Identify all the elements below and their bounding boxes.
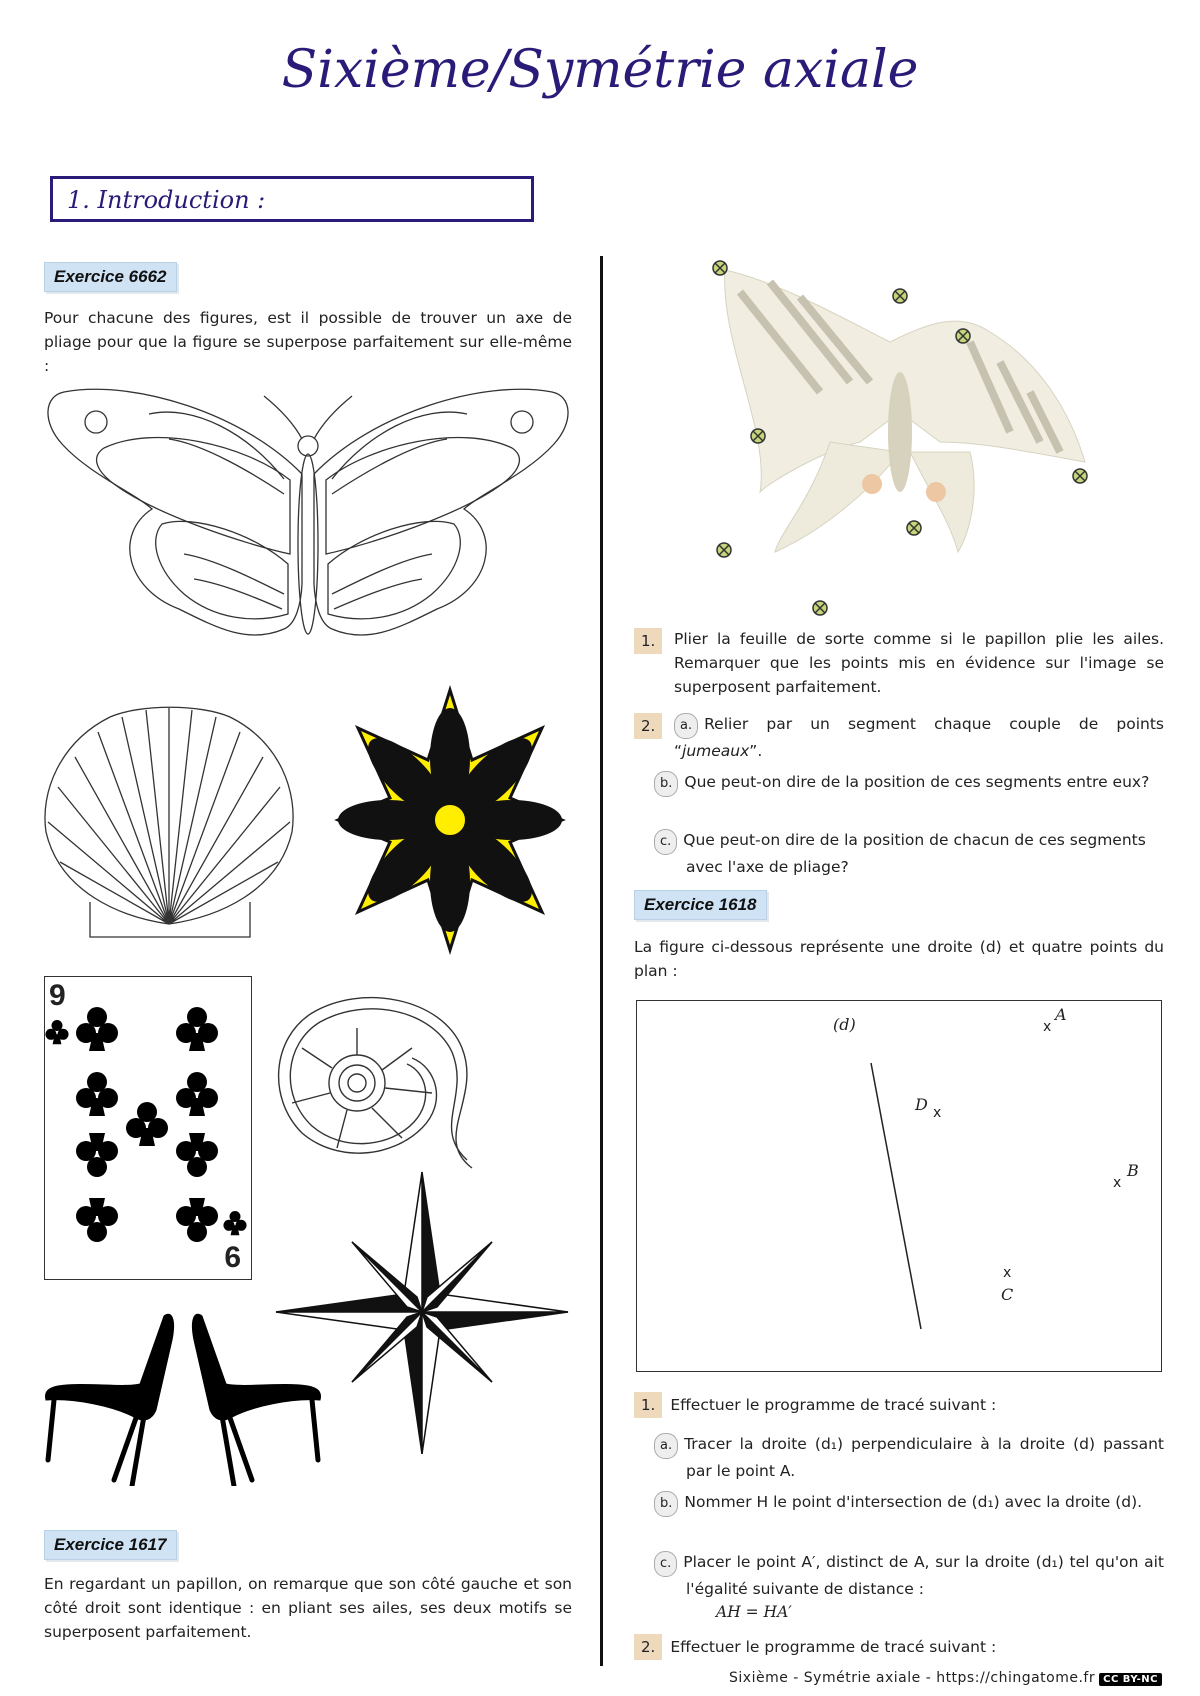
question-number: 1.	[634, 1392, 662, 1418]
column-divider	[600, 256, 603, 1666]
point-c-label: C	[1001, 1285, 1014, 1304]
exercise-1617-text: En regardant un papillon, on remarque que son côté gauche et son côté droit sont identique : en pliant ses ailes, ses deux motifs se superposent parfaitement.	[44, 1575, 572, 1641]
section-title: 1. Introduction :	[67, 186, 266, 214]
exercise-1618-text: La figure ci-dessous représente une droite (d) et quatre points du plan :	[634, 938, 1164, 980]
subquestion-text: Que peut-on dire de la position de chacun de ces segments avec l'axe de pliage?	[683, 831, 1146, 876]
point-b-marker: x	[1113, 1175, 1122, 1191]
footer-text: Sixième - Symétrie axiale - https://chingatome.fr	[729, 1670, 1096, 1686]
point-d-marker: x	[933, 1105, 942, 1121]
subquestion-tag: c.	[654, 1551, 677, 1577]
subquestion-tag: b.	[654, 1491, 678, 1517]
line-d-label: (d)	[833, 1015, 856, 1034]
section-header	[50, 176, 534, 222]
ex1618-qc	[654, 1550, 1164, 1601]
card-rank-bottom: 6	[224, 1241, 241, 1274]
question-number: 2.	[634, 713, 662, 739]
subquestion-text: Tracer la droite (d₁) perpendiculaire à la droite (d) passant par le point A.	[684, 1435, 1164, 1480]
ex1618-qa	[654, 1432, 1164, 1483]
nautilus-figure	[272, 988, 496, 1174]
ex1617-q2a	[674, 712, 1164, 763]
exercise-6662-text: Pour chacune des figures, est il possible de trouver un axe de pliage pour que la figure se superpose parfaitement sur elle-même :	[44, 309, 572, 375]
point-d-label: D	[915, 1095, 928, 1114]
ex1617-q2b	[654, 770, 1164, 797]
subquestion-tag: a.	[654, 1433, 678, 1459]
exercise-6662-label: Exercice 6662	[44, 262, 177, 292]
question-number: 1.	[634, 628, 662, 654]
question-number: 2.	[634, 1634, 662, 1660]
line-d	[637, 1001, 1163, 1373]
point-a-label: A	[1055, 1005, 1067, 1024]
license-badge: CC BY-NC	[1099, 1673, 1162, 1686]
subquestion-tag: b.	[654, 771, 678, 797]
chairs-figure	[44, 1310, 334, 1486]
point-b-label: B	[1127, 1161, 1139, 1180]
ex1618-question-2	[634, 1634, 1164, 1660]
subquestion-text: Que peut-on dire de la position de ces segments entre eux?	[684, 773, 1150, 791]
subquestion-text: Placer le point A′, distinct de A, sur la droite (d₁) tel qu'on ait l'égalité suivante de distance :	[683, 1553, 1164, 1598]
subquestion-tag: c.	[654, 829, 677, 855]
point-c-marker: x	[1003, 1265, 1012, 1281]
subquestion-tag: a.	[674, 713, 698, 739]
subquestion-text-end: ”.	[749, 742, 763, 760]
clubs-icon	[45, 977, 251, 1279]
ex1618-question-1	[634, 1392, 1164, 1418]
butterfly-photo-figure	[700, 252, 1090, 618]
subquestion-emphasis: jumeaux	[682, 742, 750, 760]
question-text: Plier la feuille de sorte comme si le papillon plie les ailes. Remarquer que les points mis en évidence sur l'image se superposent parfaitement.	[674, 630, 1164, 696]
point-a-marker: x	[1043, 1019, 1052, 1035]
ex1618-qb	[654, 1490, 1164, 1517]
playing-card-figure	[44, 976, 252, 1280]
ex1618-equation: AH = HA′	[716, 1603, 792, 1621]
ex1617-question-2	[634, 712, 1164, 763]
card-rank-top: 9	[49, 979, 66, 1012]
ex1617-question-1	[634, 627, 1164, 699]
subquestion-text: Nommer H le point d'intersection de (d₁) avec la droite (d).	[684, 1493, 1143, 1511]
subquestion-text: Relier par un segment chaque couple de points “	[674, 715, 1164, 760]
page-footer	[729, 1670, 1162, 1686]
page-title: Sixième/Symétrie axiale	[281, 40, 919, 100]
ex1617-q2c	[654, 828, 1164, 879]
question-text: Effectuer le programme de tracé suivant :	[670, 1638, 997, 1656]
butterfly-outline-figure	[44, 384, 572, 674]
scallop-shell-figure	[40, 702, 298, 940]
geometry-figure	[636, 1000, 1162, 1372]
question-text: Effectuer le programme de tracé suivant :	[670, 1396, 997, 1414]
flower-figure	[330, 684, 570, 956]
exercise-1617-label: Exercice 1617	[44, 1530, 177, 1560]
exercise-1618-label: Exercice 1618	[634, 890, 767, 920]
